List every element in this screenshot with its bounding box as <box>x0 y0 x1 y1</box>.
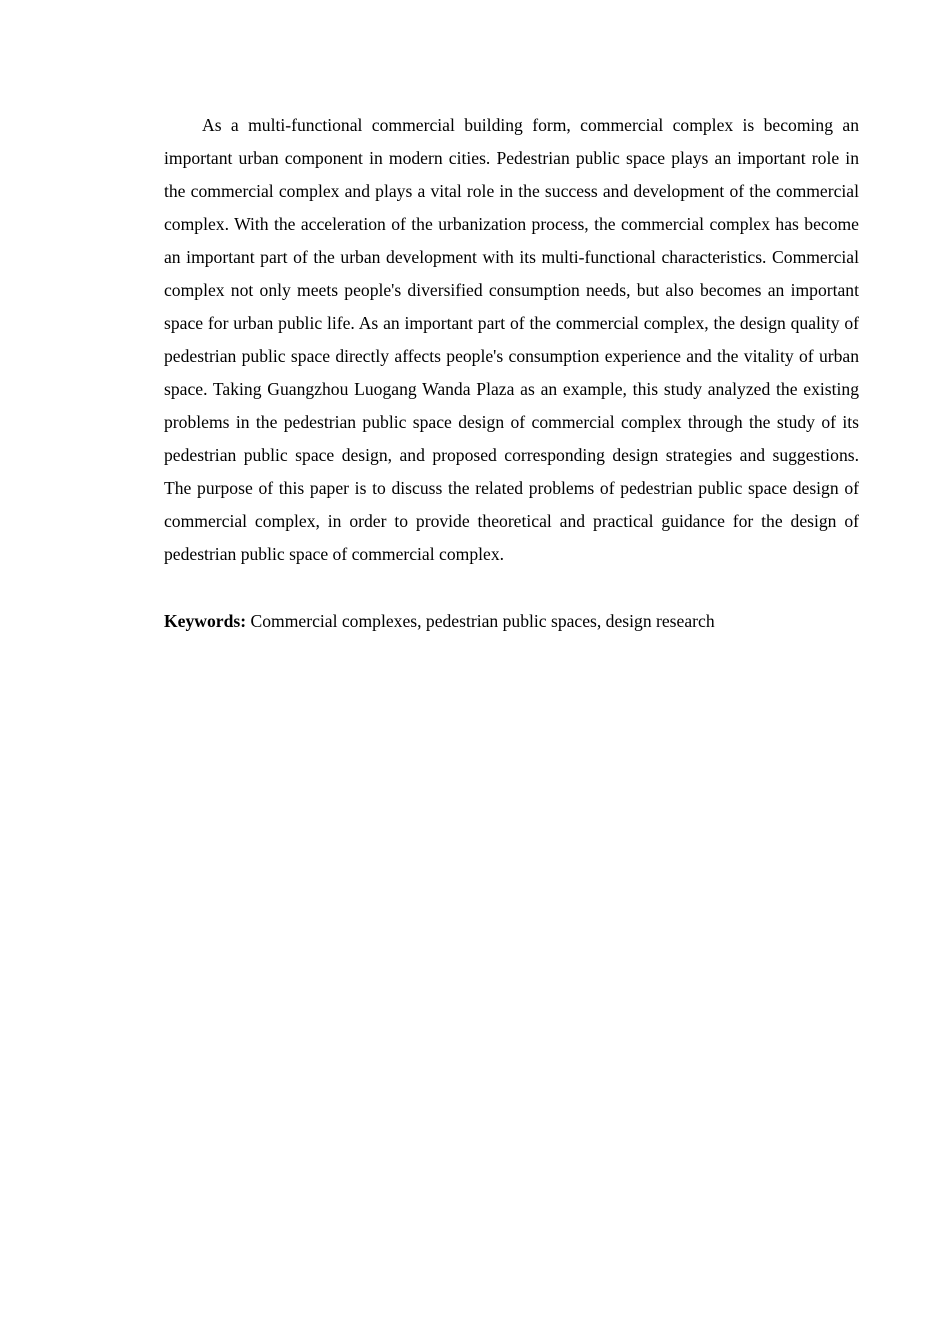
keywords-text: Commercial complexes, pedestrian public spaces, design research <box>250 611 715 631</box>
keywords-line <box>164 605 859 638</box>
abstract-section <box>164 109 859 638</box>
abstract-paragraph: As a multi-functional commercial building form, commercial complex is becoming an important urban component in modern cities. Pedestrian public space plays an important role in the commercial complex and plays a vital role in the success and development of the commercial complex. With the acceleration of the urbanization process, the commercial complex has become an important part of the urban development with its multi-functional characteristics. Commercial complex not only meets people's diversified consumption needs, but also becomes an important space for urban public life. As an important part of the commercial complex, the design quality of pedestrian public space directly affects people's consumption experience and the vitality of urban space. Taking Guangzhou Luogang Wanda Plaza as an example, this study analyzed the existing problems in the pedestrian public space design of commercial complex through the study of its pedestrian public space design, and proposed corresponding design strategies and suggestions. The purpose of this paper is to discuss the related problems of pedestrian public space design of commercial complex, in order to provide theoretical and practical guidance for the design of pedestrian public space of commercial complex. <box>164 115 859 564</box>
keywords-label: Keywords: <box>164 611 247 631</box>
